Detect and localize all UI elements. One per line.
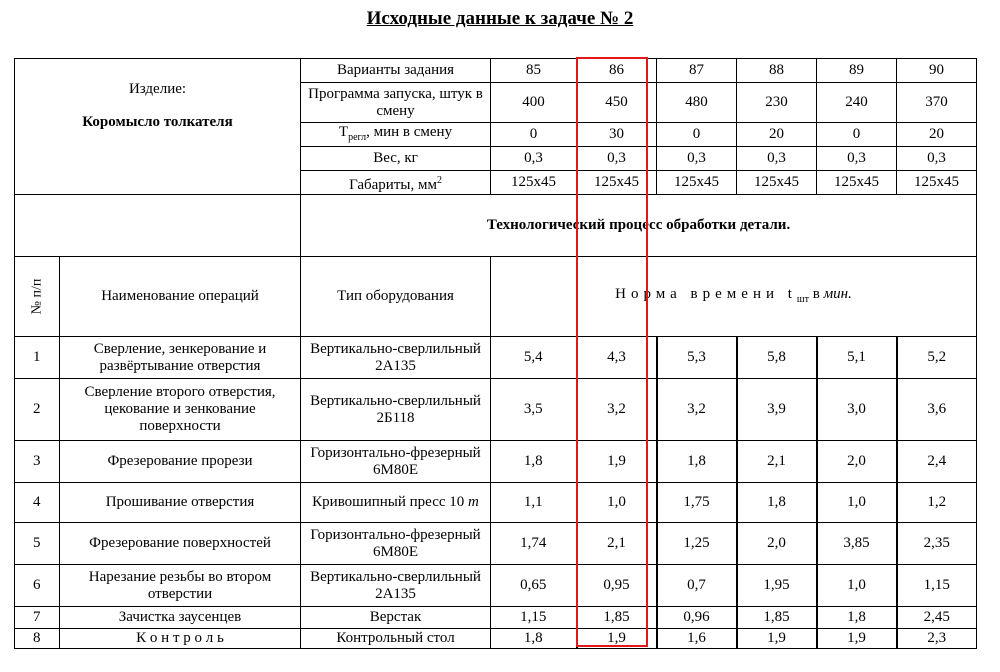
op-time: 1,0 xyxy=(577,483,657,523)
operation-header: Наименование операций xyxy=(60,257,301,337)
table-row xyxy=(15,629,977,649)
table-row xyxy=(15,441,977,483)
op-name: Нарезание резьбы во втором отверстии xyxy=(60,565,301,607)
op-time: 1,9 xyxy=(817,629,897,649)
program-cell: 240 xyxy=(817,83,897,123)
op-equipment: Контрольный стол xyxy=(301,629,491,649)
op-equipment: Горизонтально-фрезерный 6М80Е xyxy=(301,523,491,565)
op-name: Сверление, зенкерование и развёртывание отверстия xyxy=(60,337,301,379)
table-row xyxy=(15,523,977,565)
program-cell: 230 xyxy=(737,83,817,123)
op-number: 8 xyxy=(15,629,60,649)
weight-cell: 0,3 xyxy=(737,147,817,171)
norm-header: Норма времени $t_{шт}$ в мин. xyxy=(491,257,977,337)
empty-cell xyxy=(15,195,301,257)
op-time: 5,3 xyxy=(657,337,737,379)
variant-cell: 89 xyxy=(817,59,897,83)
op-time: 0,95 xyxy=(577,565,657,607)
table-row xyxy=(15,607,977,629)
op-time: 2,1 xyxy=(737,441,817,483)
dims-cell: 125x45 xyxy=(657,171,737,195)
op-time: 1,1 xyxy=(491,483,577,523)
op-time: 2,35 xyxy=(897,523,977,565)
op-time: 1,15 xyxy=(491,607,577,629)
op-time: 3,85 xyxy=(817,523,897,565)
treg-cell: 0 xyxy=(491,123,577,147)
variant-cell: 87 xyxy=(657,59,737,83)
page-title: Исходные данные к задаче № 2 xyxy=(366,8,634,29)
op-time: 5,2 xyxy=(897,337,977,379)
variant-cell: 88 xyxy=(737,59,817,83)
op-name: Зачистка заусенцев xyxy=(60,607,301,629)
op-number: 3 xyxy=(15,441,60,483)
variant-cell: 86 xyxy=(577,59,657,83)
op-time: 3,2 xyxy=(577,379,657,441)
op-time: 1,0 xyxy=(817,483,897,523)
op-time: 1,8 xyxy=(657,441,737,483)
op-time: 2,0 xyxy=(817,441,897,483)
op-time: 1,75 xyxy=(657,483,737,523)
op-time: 2,3 xyxy=(897,629,977,649)
op-time: 0,96 xyxy=(657,607,737,629)
op-equipment: Вертикально-сверлильный 2Б118 xyxy=(301,379,491,441)
variants-row xyxy=(15,59,977,83)
op-time: 1,2 xyxy=(897,483,977,523)
product-label: Изделие: xyxy=(128,81,187,97)
weight-cell: 0,3 xyxy=(897,147,977,171)
op-time: 3,5 xyxy=(491,379,577,441)
dims-label: Габариты, $мм^2$ xyxy=(301,171,491,195)
treg-cell: 20 xyxy=(737,123,817,147)
op-time: 3,2 xyxy=(657,379,737,441)
op-time: 3,9 xyxy=(737,379,817,441)
op-equipment: Верстак xyxy=(301,607,491,629)
op-equipment: Кривошипный пресс 10 т xyxy=(301,483,491,523)
op-time: 1,8 xyxy=(817,607,897,629)
op-number: 7 xyxy=(15,607,60,629)
op-time: 1,15 xyxy=(897,565,977,607)
weight-cell: 0,3 xyxy=(817,147,897,171)
tech-process-title: Технологический процесс обработки детали. xyxy=(301,195,977,257)
weight-cell: 0,3 xyxy=(657,147,737,171)
dims-cell: 125x45 xyxy=(737,171,817,195)
op-name: К о н т р о л ь xyxy=(60,629,301,649)
op-time: 1,8 xyxy=(491,629,577,649)
op-time: 1,74 xyxy=(491,523,577,565)
weight-label: Вес, кг xyxy=(301,147,491,171)
dims-cell: 125x45 xyxy=(897,171,977,195)
op-time: 2,0 xyxy=(737,523,817,565)
op-time: 2,4 xyxy=(897,441,977,483)
table-row xyxy=(15,379,977,441)
dims-cell: 125x45 xyxy=(491,171,577,195)
op-name: Сверление второго отверстия, цекование и зенкование поверхности xyxy=(60,379,301,441)
table-row xyxy=(15,483,977,523)
dims-cell: 125x45 xyxy=(577,171,657,195)
treg-cell: 0 xyxy=(657,123,737,147)
header-row xyxy=(15,257,977,337)
tech-title-row xyxy=(15,195,977,257)
weight-cell: 0,3 xyxy=(577,147,657,171)
op-name: Прошивание отверстия xyxy=(60,483,301,523)
op-time: 1,9 xyxy=(577,629,657,649)
num-header: № п/п xyxy=(15,257,60,337)
op-time: 2,1 xyxy=(577,523,657,565)
op-time: 3,6 xyxy=(897,379,977,441)
op-time: 1,6 xyxy=(657,629,737,649)
op-time: 1,85 xyxy=(577,607,657,629)
op-name: Фрезерование поверхностей xyxy=(60,523,301,565)
op-name: Фрезерование прорези xyxy=(60,441,301,483)
op-time: 5,1 xyxy=(817,337,897,379)
op-number: 2 xyxy=(15,379,60,441)
op-time: 0,65 xyxy=(491,565,577,607)
variant-cell: 90 xyxy=(897,59,977,83)
op-time: 1,25 xyxy=(657,523,737,565)
dims-cell: 125x45 xyxy=(817,171,897,195)
treg-label: $T_{регл}$, мин в смену xyxy=(301,123,491,147)
op-number: 1 xyxy=(15,337,60,379)
program-label: Программа запуска, штук в смену xyxy=(301,83,491,123)
op-time: 0,7 xyxy=(657,565,737,607)
table-row xyxy=(15,565,977,607)
op-equipment: Горизонтально-фрезерный 6М80Е xyxy=(301,441,491,483)
program-cell: 480 xyxy=(657,83,737,123)
data-table xyxy=(14,58,977,649)
product-cell xyxy=(15,59,301,195)
op-number: 6 xyxy=(15,565,60,607)
treg-cell: 0 xyxy=(817,123,897,147)
op-time: 1,85 xyxy=(737,607,817,629)
op-time: 5,4 xyxy=(491,337,577,379)
op-number: 5 xyxy=(15,523,60,565)
op-time: 2,45 xyxy=(897,607,977,629)
variants-label: Варианты задания xyxy=(301,59,491,83)
op-time: 1,9 xyxy=(737,629,817,649)
op-time: 4,3 xyxy=(577,337,657,379)
treg-cell: 20 xyxy=(897,123,977,147)
program-cell: 370 xyxy=(897,83,977,123)
program-cell: 450 xyxy=(577,83,657,123)
op-time: 3,0 xyxy=(817,379,897,441)
op-equipment: Вертикально-сверлильный 2А135 xyxy=(301,337,491,379)
op-time: 1,8 xyxy=(737,483,817,523)
op-time: 1,95 xyxy=(737,565,817,607)
op-number: 4 xyxy=(15,483,60,523)
op-time: 1,9 xyxy=(577,441,657,483)
op-time: 5,8 xyxy=(737,337,817,379)
product-name: Коромысло толкателя xyxy=(82,114,233,130)
op-time: 1,8 xyxy=(491,441,577,483)
table-row xyxy=(15,337,977,379)
treg-cell: 30 xyxy=(577,123,657,147)
op-time: 1,0 xyxy=(817,565,897,607)
op-equipment: Вертикально-сверлильный 2А135 xyxy=(301,565,491,607)
equipment-header: Тип оборудования xyxy=(301,257,491,337)
variant-cell: 85 xyxy=(491,59,577,83)
program-cell: 400 xyxy=(491,83,577,123)
weight-cell: 0,3 xyxy=(491,147,577,171)
